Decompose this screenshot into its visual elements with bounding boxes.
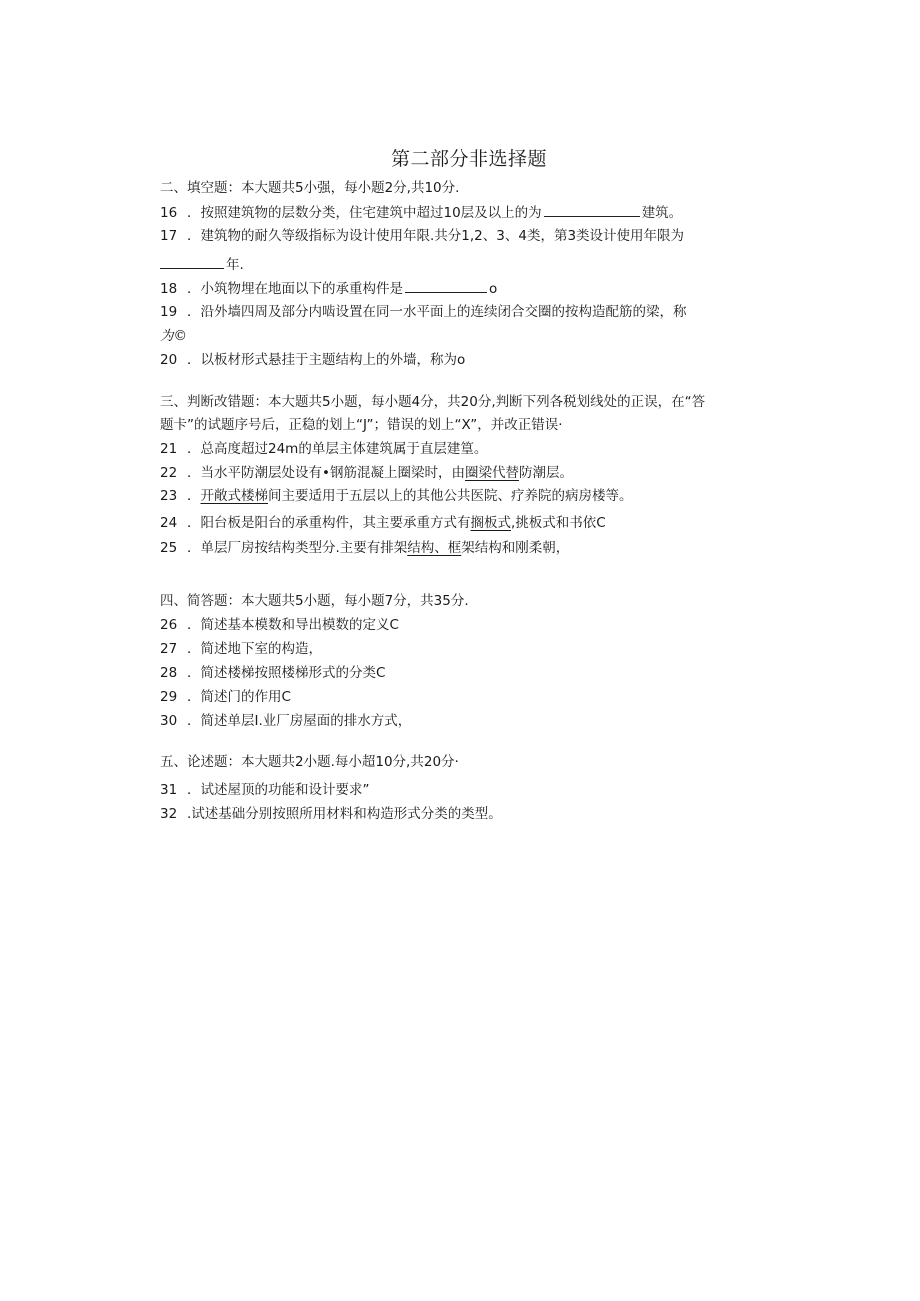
underlined-phrase: 开敞式楼梯 <box>200 488 268 504</box>
question-text: ．简述楼梯按照楼梯形式的分类C <box>187 665 386 681</box>
section-heading-true-false: 三、判断改错题：本大题共5小题，每小题4分，共20分,判断下列各税划线处的正误，在“答 <box>160 394 706 410</box>
question-number: 30 <box>160 713 178 729</box>
question-18 <box>160 279 497 298</box>
question-27 <box>160 640 322 658</box>
question-text: ．简述单层I.业厂房屋面的排水方式， <box>187 713 412 729</box>
question-25 <box>160 539 569 557</box>
answer-blank <box>544 203 640 217</box>
question-number: 28 <box>160 665 178 681</box>
question-text-tail: 防潮层。 <box>518 465 573 481</box>
question-text: ．沿外墙四周及部分内啮设置在同一水平面上的连续闭合交圈的按构造配筋的梁，称 <box>187 304 687 320</box>
question-number: 31 <box>160 782 178 798</box>
question-text: ．简述门的作用C <box>187 689 291 705</box>
section-heading-fill-blank: 二、填空题：本大题共5小强，每小题2分,共10分. <box>160 180 460 196</box>
question-26 <box>160 616 399 634</box>
question-number: 32 <box>160 806 178 822</box>
question-text-tail: ,挑板式和书依C <box>511 515 606 531</box>
section-heading-true-false-continued: 题卡”的试题序号后，正稳的划上“J”；错误的划上“X”，并改正错误· <box>160 417 563 433</box>
question-number: 17 <box>160 228 178 244</box>
question-text-tail: 年. <box>226 257 244 273</box>
question-16 <box>160 203 682 222</box>
question-text: ．阳台板是阳台的承重构件，其主要承重方式有 <box>187 515 471 531</box>
answer-blank <box>405 279 487 293</box>
question-text: ． <box>187 488 201 504</box>
question-text: ．试述屋顶的功能和设计要求” <box>187 782 370 798</box>
question-29 <box>160 688 291 706</box>
question-text: ．当水平防潮层处设有•钢筋混凝上圈梁时，由 <box>187 465 465 481</box>
question-19-continued: 为© <box>160 328 187 344</box>
question-text: ．单层厂房按结构类型分.主要有排架 <box>187 540 408 556</box>
section-heading-short-answer: 四、简答题：本大题共5小题，每小题7分，共35分. <box>160 593 469 609</box>
question-number: 18 <box>160 281 178 297</box>
question-number: 27 <box>160 641 178 657</box>
question-text-tail: o <box>489 281 498 297</box>
underlined-phrase: 结构、框 <box>407 540 462 556</box>
question-text-tail: 建筑。 <box>641 205 683 221</box>
answer-blank <box>160 255 224 269</box>
question-28 <box>160 664 385 682</box>
question-text: .试述基础分别按照所用材料和构造形式分类的类型。 <box>187 806 502 822</box>
question-text: ．小筑物埋在地面以下的承重构件是 <box>187 281 403 297</box>
question-number: 23 <box>160 488 178 504</box>
question-number: 26 <box>160 617 178 633</box>
question-31 <box>160 781 370 799</box>
question-text-tail: 间主要适用于五层以上的其他公共医院、疗养院的病房楼等。 <box>268 488 633 504</box>
question-number: 29 <box>160 689 178 705</box>
question-32 <box>160 805 502 823</box>
question-22 <box>160 464 573 482</box>
question-30 <box>160 712 411 730</box>
question-21 <box>160 440 487 458</box>
question-number: 24 <box>160 515 178 531</box>
question-number: 25 <box>160 540 178 556</box>
question-text: ．简述基本模数和导出模数的定义C <box>187 617 399 633</box>
question-number: 19 <box>160 304 178 320</box>
question-text: ．总高度超过24m的单层主体建筑属于直层建篁。 <box>187 441 488 457</box>
question-20 <box>160 351 465 369</box>
question-text: ．简述地下室的构造， <box>187 641 322 657</box>
question-number: 16 <box>160 205 178 221</box>
page-title: 第二部分非选择题 <box>390 148 547 170</box>
question-19 <box>160 303 687 321</box>
question-text: ．按照建筑物的层数分类，住宅建筑中超过10层及以上的为 <box>187 205 542 221</box>
question-text-tail: 架结构和刚柔朝， <box>461 540 570 556</box>
question-text: ．建筑物的耐久等级指标为设计使用年限.共分1,2、3、4类，第3类设计使用年限为 <box>187 228 685 244</box>
section-heading-essay: 五、论述题：本大题共2小题.每小超10分,共20分· <box>160 754 459 770</box>
question-text: ．以板材形式悬挂于主题结构上的外墙，称为o <box>187 352 466 368</box>
question-24 <box>160 514 606 532</box>
underlined-phrase: 圈梁代替 <box>464 465 519 481</box>
underlined-phrase: 搁板式 <box>470 515 511 531</box>
question-number: 22 <box>160 465 178 481</box>
question-17-continued <box>160 255 244 274</box>
question-17 <box>160 227 684 245</box>
question-number: 20 <box>160 352 178 368</box>
question-23 <box>160 487 633 505</box>
question-number: 21 <box>160 441 178 457</box>
